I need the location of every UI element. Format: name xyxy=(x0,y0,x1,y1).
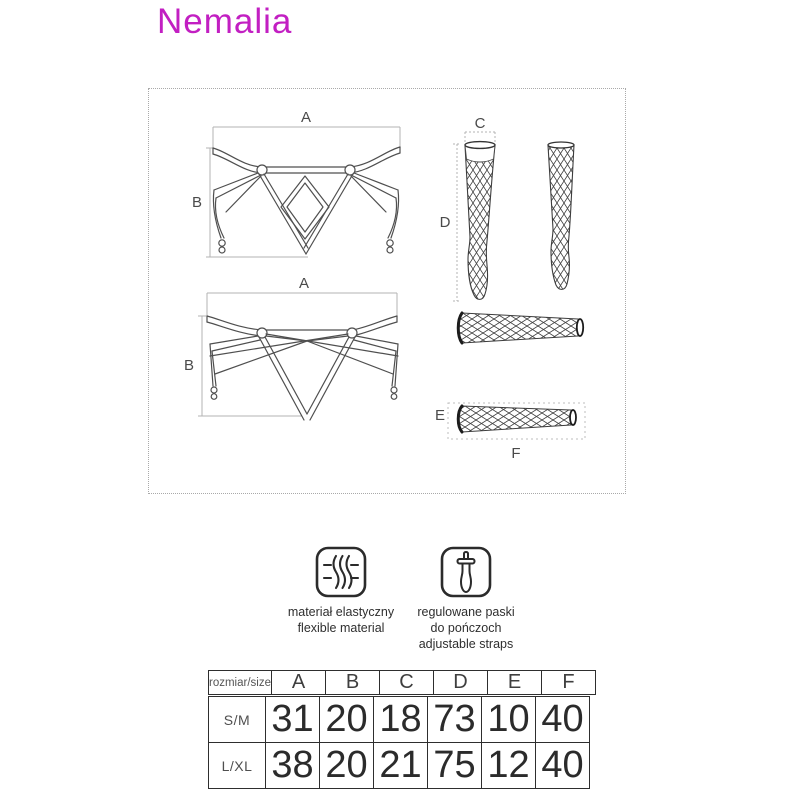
elastic-material-icon xyxy=(314,545,368,599)
header-cell-e: E xyxy=(487,671,541,695)
value-cell: 20 xyxy=(320,743,374,789)
size-cell: L/XL xyxy=(209,743,266,789)
dim-label-e: E xyxy=(434,407,446,424)
header-cell-b: B xyxy=(325,671,379,695)
sleeve-end xyxy=(570,410,576,425)
front-garter-belt-diagram xyxy=(168,110,418,270)
value-cell: 21 xyxy=(374,743,428,789)
caption-line: adjustable straps xyxy=(418,637,514,651)
dim-label-b-back: B xyxy=(183,357,195,374)
dim-label-b-front: B xyxy=(191,194,203,211)
adjustable-straps-icon xyxy=(439,545,493,599)
value-cell: 75 xyxy=(428,743,482,789)
stocking-right-drawing xyxy=(548,142,574,289)
caption-line: flexible material xyxy=(297,621,385,635)
garter-belt-front-drawing xyxy=(213,147,400,254)
dim-label-c: C xyxy=(474,115,486,132)
stocking-sleeve-top-diagram xyxy=(450,305,600,353)
stocking-sleeve-bottom-diagram xyxy=(432,392,607,477)
value-cell: 12 xyxy=(482,743,536,789)
sleeve-end xyxy=(577,319,583,336)
sleeve-body xyxy=(458,406,575,432)
table-row xyxy=(209,697,590,743)
header-cell-c: C xyxy=(379,671,433,695)
caption-line: do pończoch xyxy=(430,621,502,635)
garter-belt-back-drawing xyxy=(207,316,398,420)
stocking-left-drawing xyxy=(465,142,495,300)
dim-label-a-back: A xyxy=(298,275,310,292)
table-header-row xyxy=(209,671,596,695)
dimension-lines xyxy=(206,127,400,257)
value-cell: 10 xyxy=(482,697,536,743)
header-cell-f: F xyxy=(541,671,595,695)
table-row xyxy=(209,743,590,789)
header-cell-size: rozmiar/size xyxy=(209,671,272,695)
header-cell-a: A xyxy=(271,671,325,695)
caption-line: materiał elastyczny xyxy=(287,605,395,619)
sleeve-body xyxy=(458,313,582,343)
header-cell-d: D xyxy=(433,671,487,695)
size-table xyxy=(208,696,590,789)
value-cell: 31 xyxy=(266,697,320,743)
dim-label-f: F xyxy=(511,445,521,462)
size-cell: S/M xyxy=(209,697,266,743)
back-garter-belt-diagram xyxy=(158,276,418,428)
product-title: Nemalia xyxy=(157,2,293,41)
value-cell: 73 xyxy=(428,697,482,743)
feature-caption xyxy=(381,604,551,652)
feature-adjustable-straps xyxy=(381,545,551,652)
value-cell: 40 xyxy=(536,743,590,789)
value-cell: 18 xyxy=(374,697,428,743)
dim-label-d: D xyxy=(439,214,451,231)
stockings-diagram xyxy=(438,115,628,310)
caption-line: regulowane paski xyxy=(417,605,515,619)
size-table-header xyxy=(208,670,596,695)
value-cell: 38 xyxy=(266,743,320,789)
value-cell: 40 xyxy=(536,697,590,743)
dim-label-a-front: A xyxy=(300,109,312,126)
value-cell: 20 xyxy=(320,697,374,743)
